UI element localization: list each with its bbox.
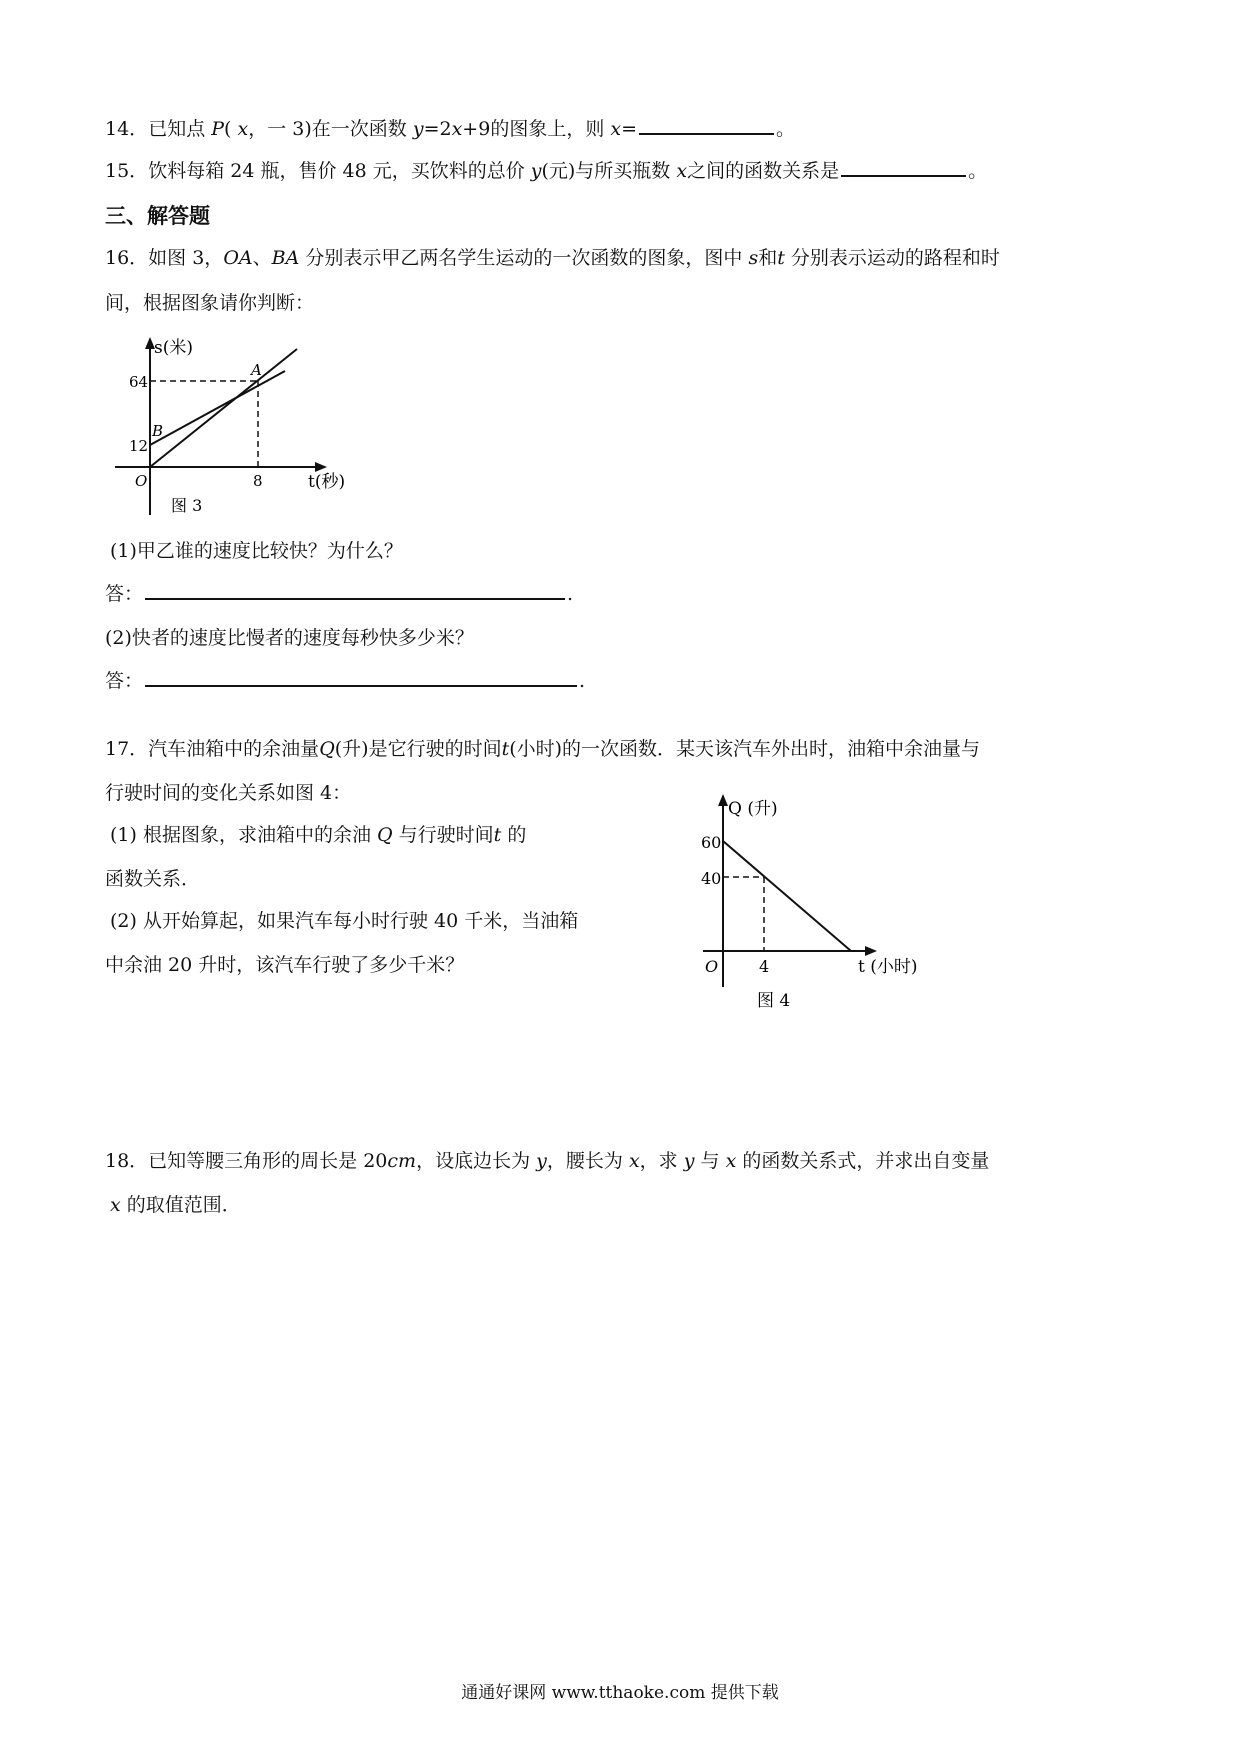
line-OA — [150, 349, 297, 467]
answer-blank-16-1[interactable] — [145, 597, 565, 600]
x-tick-4: 4 — [759, 957, 770, 976]
x-tick-8: 8 — [253, 472, 263, 490]
y-axis-arrow — [718, 794, 728, 806]
y-tick-64: 64 — [129, 373, 149, 391]
question-17-sub-1: (1) 根据图象，求油箱中的余油 Q 与行驶时间t 的 — [110, 824, 527, 846]
answer-blank-16-2[interactable] — [145, 684, 577, 687]
x-axis-arrow — [315, 462, 327, 472]
x-axis-label: t(秒) — [308, 472, 346, 492]
question-16-line-2: 间，根据图象请你判断： — [105, 292, 315, 314]
point-B-label: B — [152, 422, 164, 440]
question-16-sub-1: (1)甲乙谁的速度比较快？为什么？ — [110, 540, 403, 562]
question-17-line-2: 行驶时间的变化关系如图 4： — [105, 782, 352, 804]
line-Q-t — [723, 841, 851, 951]
line-BA — [150, 371, 285, 445]
y-tick-12: 12 — [129, 437, 149, 455]
page-footer: 通通好课网 www.tthaoke.com 提供下载 — [461, 1683, 779, 1703]
question-16-sub-2: (2)快者的速度比慢者的速度每秒快多少米？ — [105, 627, 474, 649]
y-axis-label: s(米) — [154, 338, 193, 358]
question-17-sub-2-line-2: 中余油 20 升时，该汽车行驶了多少千米？ — [105, 954, 465, 976]
x-axis-arrow — [865, 946, 877, 956]
question-17-sub-2: (2) 从开始算起，如果汽车每小时行驶 40 千米，当油箱 — [110, 910, 579, 932]
figure-3-caption: 图 3 — [171, 496, 203, 515]
question-18-line-1: 18．已知等腰三角形的周长是 20cm，设底边长为 y，腰长为 x，求 y 与 x 的函数关系式，并求出自变量 — [105, 1150, 990, 1172]
question-17-sub-1-line-2: 函数关系． — [105, 868, 201, 890]
answer-blank-14[interactable] — [639, 132, 774, 135]
figure-3-graph — [105, 335, 365, 525]
origin-label: O — [135, 472, 148, 490]
question-18-line-2: x 的取值范围． — [110, 1194, 241, 1216]
point-A-label: A — [251, 361, 262, 379]
x-axis-label: t (小时) — [858, 957, 918, 977]
figure-4-graph — [695, 792, 955, 1017]
y-tick-60: 60 — [701, 833, 722, 852]
question-15: 15．饮料每箱 24 瓶，售价 48 元，买饮料的总价 y(元)与所买瓶数 x之间的函数关系是 。 — [105, 160, 988, 182]
question-17-line-1: 17．汽车油箱中的余油量Q(升)是它行驶的时间t(小时)的一次函数．某天该汽车外出时，油箱中余油量与 — [105, 738, 981, 760]
question-14: 14．已知点 P( x，一 3)在一次函数 y=2x+9的图象上，则 x= 。 — [105, 118, 796, 140]
y-tick-40: 40 — [701, 869, 722, 888]
figure-4-caption: 图 4 — [757, 991, 791, 1011]
section-heading: 三、解答题 — [105, 203, 210, 228]
y-axis-label: Q (升) — [728, 799, 778, 819]
answer-blank-15[interactable] — [841, 174, 966, 177]
origin-label: O — [705, 957, 719, 976]
answer-line-16-2: 答： . — [105, 670, 586, 692]
question-16-line-1: 16．如图 3，OA、BA 分别表示甲乙两名学生运动的一次函数的图象，图中 s和t 分别表示运动的路程和时 — [105, 247, 1000, 269]
answer-line-16-1: 答： . — [105, 583, 574, 605]
